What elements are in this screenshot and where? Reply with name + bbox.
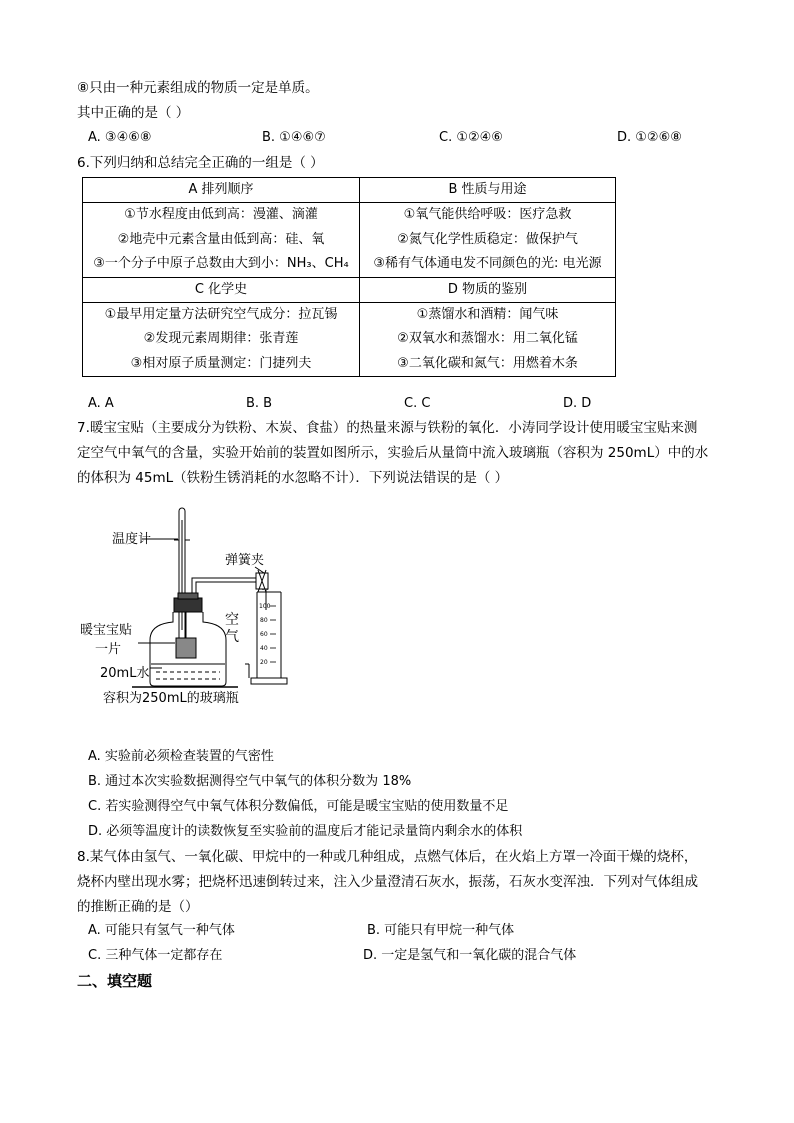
- scale-80: 80: [260, 617, 268, 624]
- q6-a-line2: ②地壳中元素含量由低到高：硅、氧: [117, 231, 325, 247]
- q5-option-b: B. ①④⑥⑦: [262, 130, 326, 145]
- q6-cell-c-head: C 化学史: [83, 277, 360, 302]
- q8-option-c: C. 三种气体一定都存在: [88, 948, 223, 963]
- scale-60: 60: [260, 631, 268, 638]
- label-bottle: 容积为250mL的玻璃瓶: [103, 691, 239, 706]
- q6-option-c: C. C: [404, 396, 431, 411]
- q7-option-c: C. 若实验测得空气中氧气体积分数偏低，可能是暖宝宝贴的使用数量不足: [88, 799, 509, 814]
- q6-cell-b-head: B 性质与用途: [360, 178, 616, 203]
- q6-c-line2: ②发现元素周期律：张青莲: [143, 331, 299, 346]
- scale-100: 100: [259, 603, 271, 610]
- q6-stem: 6.下列归纳和总结完全正确的一组是（ ）: [77, 155, 324, 171]
- q6-a-line1: ①节水程度由低到高：漫灌、滴灌: [124, 207, 318, 222]
- label-pad-line1: 暖宝宝贴: [80, 623, 133, 638]
- q6-cell-c: [83, 302, 360, 377]
- scale-20: 20: [260, 659, 268, 666]
- q8-option-d: D. 一定是氢气和一氧化碳的混合气体: [363, 948, 577, 963]
- q6-option-a: A. A: [88, 396, 114, 411]
- q6-a-line3: ③一个分子中原子总数由大到小：NH₃、CH₄: [93, 256, 349, 271]
- q6-c-line1: ①最早用定量方法研究空气成分：拉瓦锡: [104, 306, 338, 322]
- label-air-line2: 气: [225, 629, 239, 645]
- q6-cell-d-head: D 物质的鉴别: [360, 277, 616, 302]
- q6-d-line1: ①蒸馏水和酒精：闻气味: [416, 306, 559, 322]
- q6-cell-d: [360, 302, 616, 377]
- q7-stem-line1: 7.暖宝宝贴（主要成分为铁粉、木炭、食盐）的热量来源与铁粉的氧化．小涛同学设计使用暖宝宝贴来测: [77, 420, 698, 436]
- q8-stem-line2: 烧杯内壁出现水雾；把烧杯迅速倒转过来，注入少量澄清石灰水，振荡，石灰水变浑浊．下列对气体组成: [77, 874, 698, 890]
- q8-stem-line1: 8.某气体由氢气、一氧化碳、甲烷中的一种或几种组成，点燃气体后，在火焰上方罩一冷面干燥的烧杯，: [77, 849, 698, 865]
- q8-option-b: B. 可能只有甲烷一种气体: [367, 923, 515, 938]
- q6-option-d: D. D: [563, 396, 592, 411]
- q6-b-line3: ③稀有气体通电发不同颜色的光: 电光源: [373, 256, 602, 271]
- q6-table: [82, 177, 616, 377]
- q6-d-line2: ②双氧水和蒸馏水：用二氧化锰: [397, 331, 578, 346]
- q6-b-line2: ②氮气化学性质稳定：做保护气: [397, 231, 578, 247]
- q5-prompt: 其中正确的是（ ）: [77, 105, 190, 121]
- q7-option-d: D. 必须等温度计的读数恢复至实验前的温度后才能记录量筒内剩余水的体积: [88, 824, 523, 839]
- q6-d-line3: ③二氧化碳和氮气：用燃着木条: [397, 355, 578, 371]
- label-air-line1: 空: [225, 612, 239, 628]
- q5-option-c: C. ①②④⑥: [439, 130, 503, 145]
- q5-option-a: A. ③④⑥⑧: [88, 130, 152, 145]
- q5-item8: ⑧只由一种元素组成的物质一定是单质。: [77, 80, 319, 96]
- q7-stem-line3: 的体积为 45mL（铁粉生锈消耗的水忽略不计）．下列说法错误的是（ ）: [77, 470, 509, 486]
- q7-option-a: A. 实验前必须检查装置的气密性: [88, 749, 274, 764]
- label-pad-line2: 一片: [95, 642, 122, 657]
- q5-option-d: D. ①②⑥⑧: [617, 130, 682, 145]
- label-water: 20mL水: [100, 666, 150, 681]
- q6-cell-a: [83, 203, 360, 278]
- q6-b-line1: ①氧气能供给呼吸：医疗急救: [403, 207, 572, 222]
- q8-stem-line3: 的推断正确的是（）: [77, 899, 199, 915]
- q6-cell-b: [360, 203, 616, 278]
- q6-c-line3: ③相对原子质量测定：门捷列夫: [130, 355, 312, 371]
- scale-40: 40: [260, 645, 268, 652]
- q6-option-b: B. B: [246, 396, 273, 411]
- q7-option-b: B. 通过本次实验数据测得空气中氧气的体积分数为 18%: [88, 774, 412, 789]
- q8-option-a: A. 可能只有氢气一种气体: [88, 923, 235, 938]
- q7-stem-line2: 定空气中氧气的含量，实验开始前的装置如图所示，实验后从量筒中流入玻璃瓶（容积为 250mL）中的水: [77, 445, 709, 461]
- label-clamp: 弹簧夹: [225, 553, 265, 568]
- experiment-apparatus-figure: [70, 500, 310, 715]
- section-title-fill-in: 二、填空题: [77, 972, 153, 990]
- q6-cell-a-head: A 排列顺序: [83, 178, 360, 203]
- label-thermometer: 温度计: [112, 532, 152, 547]
